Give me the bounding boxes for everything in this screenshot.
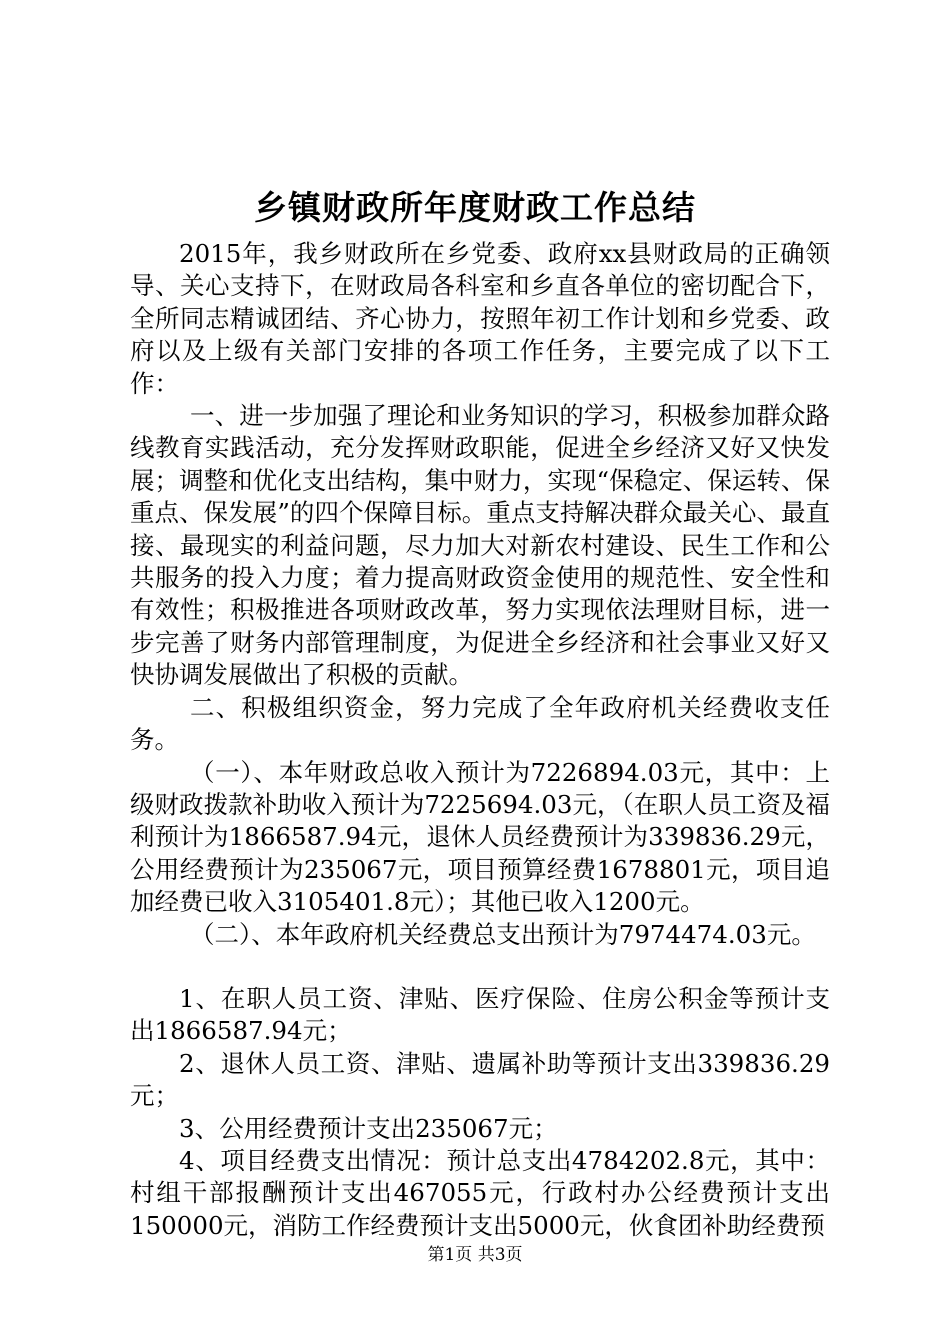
expenditure-paragraph: （二）、本年政府机关经费总支出预计为7974474.03元。: [190, 919, 816, 949]
page-footer: 第1页 共3页: [427, 1245, 523, 1265]
income-paragraph: （一）、本年财政总收入预计为7226894.03元，其中：上级财政拨款补助收入预计为7225694.03元，（在职人员工资及福利预计为1866587.94元，退休人员经费预计为339836.29元，公用经费预计为235067元，项目预算经费1678801元，项目追加经费已收入3105401.8元）；其他已收入1200元。: [130, 757, 830, 917]
document-body: [130, 238, 830, 1242]
expense-item-2: 2、退休人员工资、津贴、遗属补助等预计支出339836.29元；: [130, 1048, 830, 1111]
expense-item-3: 3、公用经费预计支出235067元；: [179, 1113, 558, 1143]
document-title: 乡镇财政所年度财政工作总结: [254, 188, 696, 227]
section-one-paragraph: 一、进一步加强了理论和业务知识的学习，积极参加群众路线教育实践活动，充分发挥财政职能，促进全乡经济又好又快发展；调整和优化支出结构，集中财力，实现“保稳定、保运转、保重点、保发展”的四个保障目标。重点支持解决群众最关心、最直接、最现实的利益问题，尽力加大对新农村建设、民生工作和公共服务的投入力度；着力提高财政资金使用的规范性、安全性和有效性；积极推进各项财政改革，努力实现依法理财目标，进一步完善了财务内部管理制度，为促进全乡经济和社会事业又好又快协调发展做出了积极的贡献。: [130, 401, 830, 690]
section-two-heading: 二、积极组织资金，努力完成了全年政府机关经费收支任务。: [130, 692, 830, 755]
blank-line: [130, 951, 830, 983]
expense-item-1: 1、在职人员工资、津贴、医疗保险、住房公积金等预计支出1866587.94元；: [130, 983, 830, 1046]
expense-item-4: 4、项目经费支出情况：预计总支出4784202.8元，其中：村组干部报酬预计支出467055元，行政村办公经费预计支出150000元，消防工作经费预计支出5000元，伙食团补助经费预: [130, 1145, 830, 1240]
intro-paragraph: 2015年，我乡财政所在乡党委、政府xx县财政局的正确领导、关心支持下，在财政局各科室和乡直各单位的密切配合下，全所同志精诚团结、齐心协力，按照年初工作计划和乡党委、政府以及上级有关部门安排的各项工作任务，主要完成了以下工作：: [130, 239, 830, 398]
